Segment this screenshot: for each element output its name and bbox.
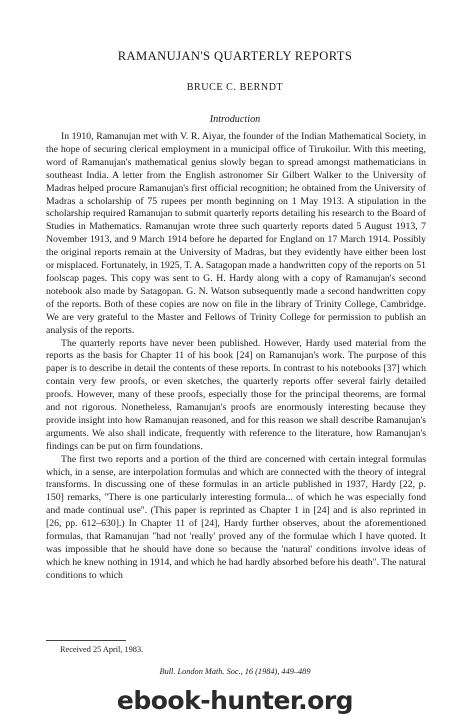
- paragraph-1: In 1910, Ramanujan met with V. R. Aiyar, the founder of the Indian Mathematical Society, in the hope of securing clerical employment in a municipal office of Tirukoilur. With this meeting, word of Ramanujan's mathematical genius slowly began to spread amongst mathematicians in southeast India. A letter from the English astronomer Sir Gilbert Walker to the University of Madras helped procure Ramanujan's first official recognition; he obtained from the University of Madras a scholarship of 75 rupees per month beginning on 1 May 1913. A stipulation in the scholarship required Ramanujan to submit quarterly reports detailing his research to the Board of Studies in Mathematics. Ramanujan wrote three such quarterly reports dated 5 August 1913, 7 November 1913, and 9 March 1914 before he departed for England on 17 March 1914. Possibly the original reports remain at the University of Madras, but they evidently have either been lost or misplaced. Fortunately, in 1925, T. A. Satagopan made a handwritten copy of the reports on 51 foolscap pages. This copy was sent to G. H. Hardy along with a copy of Ramanujan's second notebook also made by Satagopan. G. N. Watson subsequently made a second handwritten copy of the reports. Both of these copies are now on file in the library of Trinity College, Cambridge. We are very grateful to the Master and Fellows of Trinity College for permission to publish an analysis of the reports.: [46, 131, 426, 336]
- received-date: Received 25 April, 1983.: [60, 645, 144, 654]
- body-text: [46, 131, 426, 583]
- journal-citation: Bull. London Math. Soc., 16 (1984), 449–489: [159, 667, 311, 676]
- paragraph-3: The first two reports and a portion of the third are concerned with certain integral formulas which, in a sense, are interpolation formulas and which are connected with the theory of integral transforms. In discussing one of these formulas in an article published in 1937, Hardy [22, p. 150] remarks, "There is one particularly interesting formula... of which he was especially fond and made continual use". (This paper is reprinted as Chapter 1 in [24] and is also reprinted in [26, pp. 612–630].) In Chapter 11 of [24], Hardy further observes, about the aforementioned formulas, that Ramanujan "had not 'really' proved any of the formulae which I have quoted. It was impossible that he should have done so because the 'natural' conditions involve ideas of which he knew nothing in 1914, and which he had hardly absorbed before his death". The natural conditions to which: [46, 453, 426, 581]
- paper-title: RAMANUJAN'S QUARTERLY REPORTS: [117, 49, 353, 63]
- footnote-rule: [46, 640, 126, 641]
- author-name: BRUCE C. BERNDT: [186, 82, 284, 93]
- section-heading: Introduction: [209, 114, 261, 125]
- watermark: ebook-hunter.org: [116, 686, 354, 715]
- paragraph-2: The quarterly reports have never been published. However, Hardy used material from the reports as the basis for Chapter 11 of his book [24] on Ramanujan's work. The purpose of this paper is to describe in detail the contents of these reports. In contrast to his notebooks [37] which contain very few proofs, or even sketches, the quarterly reports offer several fairly detailed proofs. However, many of these proofs, especially those for the principal theorems, are formal and not rigorous. Nonetheless, Ramanujan's proofs are enormously interesting because they provide insight into how Ramanujan reasoned, and for this reason we shall describe Ramanujan's arguments. We also shall indicate, frequently with reference to the literature, how Ramanujan's findings can be put on firm foundations.: [46, 337, 426, 452]
